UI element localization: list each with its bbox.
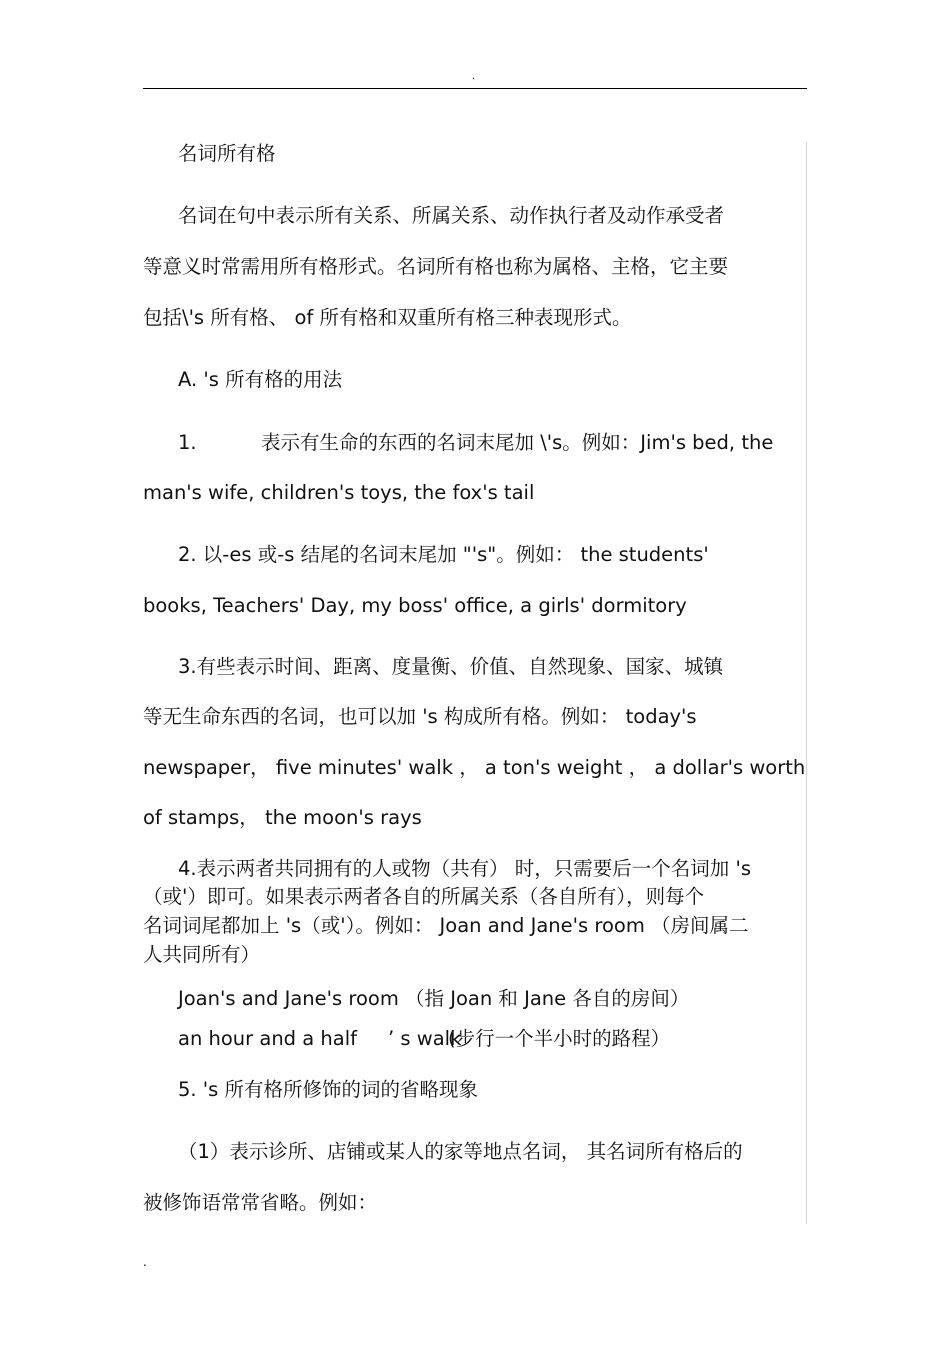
item-3-line-1: 3.有些表示时间、距离、度量衡、价值、自然现象、国家、城镇 [178,655,724,678]
item-3-line-3: newspaper， five minutes' walk ， a ton's weight ， a dollar's worth [143,756,806,779]
intro-line-1: 名词在句中表示所有关系、所属关系、动作执行者及动作承受者 [178,204,725,227]
item-4-line-2: （或'）即可。如果表示两者各自的所属关系（各自所有），则每个 [143,885,705,908]
item-4-example-2b: ’ s walk [388,1027,462,1050]
header-mark: . [472,71,476,82]
item-2-line-1: 2. 以-es 或-s 结尾的名词末尾加 "'s"。例如： the students' [178,543,709,566]
item-2-line-2: books, Teachers' Day, my boss' office, a girls' dormitory [143,594,687,617]
right-margin-line [806,142,807,1224]
sub-1-line-1: （1）表示诊所、店铺或某人的家等地点名词， 其名词所有格后的 [178,1140,743,1163]
item-4-line-1: 4.表示两者共同拥有的人或物（共有） 时，只需要后一个名词加 's [178,857,752,880]
page-title: 名词所有格 [178,142,276,165]
intro-line-3: 包括\'s 所有格、 of 所有格和双重所有格三种表现形式。 [143,306,632,329]
item-4-example-2a: an hour and a half [178,1027,357,1050]
item-3-line-4: of stamps， the moon's rays [143,806,422,829]
item-3-line-2: 等无生命东西的名词，也可以加 's 构成所有格。例如： today's [143,705,697,728]
item-4-line-3: 名词词尾都加上 's（或'）。例如： Joan and Jane's room （房间属二 [143,914,749,937]
footer-mark: . [143,1255,147,1269]
item-4-example-2c: (步行一个半小时的路程） [448,1027,671,1050]
item-1-line-1: 表示有生命的东西的名词末尾加 \'s。例如：Jim's bed, the [261,431,774,454]
sub-1-line-2: 被修饰语常常省略。例如： [143,1191,378,1214]
section-a-heading: A. 's 所有格的用法 [178,368,343,391]
item-4-example-1: Joan's and Jane's room （指 Joan 和 Jane 各自的房间） [178,987,690,1010]
item-1-line-2: man's wife, children's toys, the fox's tail [143,481,535,504]
item-5-heading: 5. 's 所有格所修饰的词的省略现象 [178,1078,479,1101]
item-4-line-4: 人共同所有） [143,943,261,966]
header-rule [143,88,807,89]
item-1-number: 1. [178,431,197,454]
intro-line-2: 等意义时常需用所有格形式。名词所有格也称为属格、主格，它主要 [143,255,729,278]
